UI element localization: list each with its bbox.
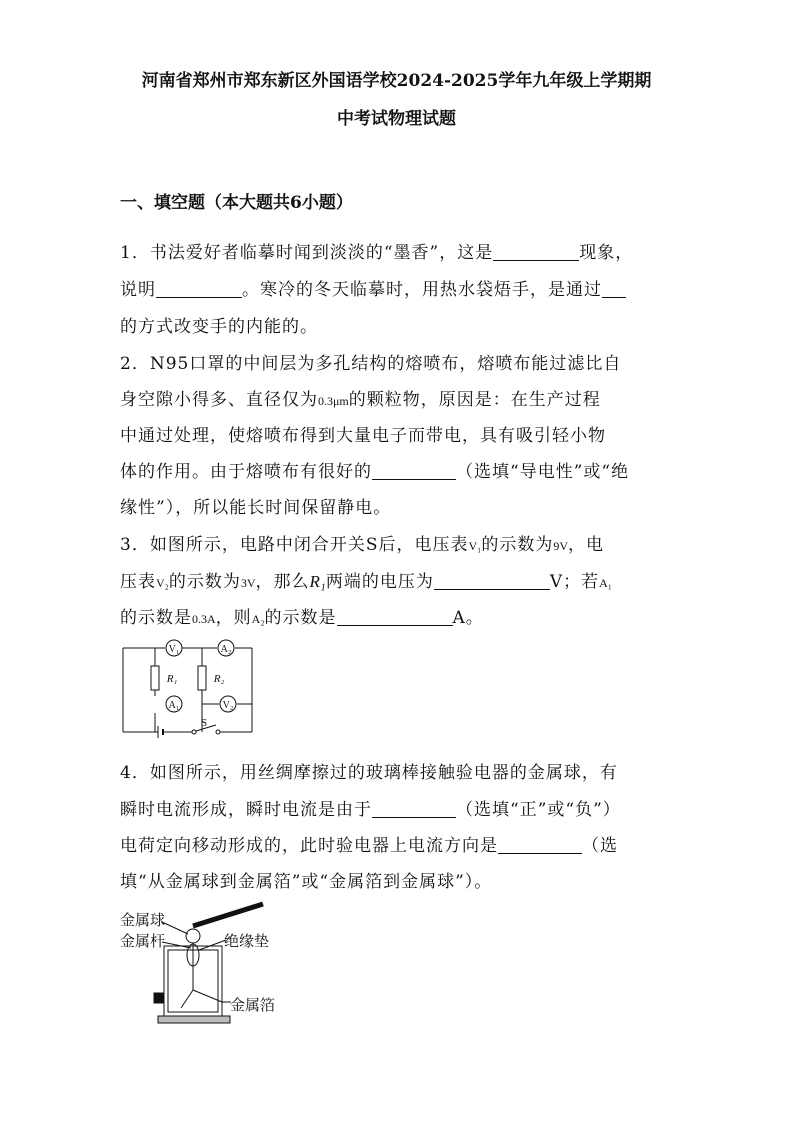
resistor-r2 (198, 666, 206, 690)
q3-text: ，电 (568, 535, 604, 555)
q4-line4: 填“从金属球到金属箔”或“金属箔到金属球”）。 (120, 872, 493, 892)
resistor-r1 (151, 666, 159, 690)
q3-blank-2[interactable] (337, 607, 453, 626)
q2-line3: 中通过处理，使熔喷布得到大量电子而带电，具有吸引轻小物 (120, 426, 606, 446)
q3-text: A。 (452, 608, 484, 628)
q3-text: 两端的电压为 (325, 572, 434, 592)
q3-symbol: R₁ (309, 572, 326, 591)
switch-label: S (200, 717, 208, 729)
section-heading: 一、填空题（本大题共6小题） (120, 193, 353, 213)
q2-text: 身空隙小得多、直径仅为 (120, 390, 318, 410)
q3-blank-1[interactable] (434, 571, 550, 590)
q3-symbol: V₂ (156, 576, 169, 590)
q4-text: （选填“正”或“负”） (456, 800, 621, 820)
r1-label: R₁ (166, 673, 178, 685)
a2-label: A₂ (220, 644, 232, 655)
q2-line5: 缘性”），所以能长时间保留静电。 (120, 498, 392, 518)
q3-line2 (120, 567, 612, 592)
q3-value: 3V (240, 576, 256, 590)
q3-line3 (120, 603, 484, 628)
q1-line3: 的方式改变手的内能的。 (120, 317, 318, 337)
electroscope-diagram (118, 898, 288, 1028)
r2-label: R₂ (213, 673, 225, 685)
q1-blank-1[interactable] (493, 242, 579, 261)
v2-label: V₂ (222, 700, 234, 711)
q3-line1 (120, 530, 604, 555)
q3-text: 的示数是 (120, 608, 192, 628)
q2-diameter: 0.3μm (318, 394, 349, 408)
q2-text: 体的作用。由于熔喷布有很好的 (120, 462, 372, 482)
insulator-label: 绝缘垫 (224, 934, 270, 950)
q2-text: 的颗粒物，原因是：在生产过程 (348, 390, 601, 410)
q4-text: 瞬时电流形成，瞬时电流是由于 (120, 800, 372, 820)
q1-text: 现象， (579, 243, 634, 263)
q3-value: 0.3A (192, 612, 216, 626)
q3-text: 的示数是 (264, 608, 337, 628)
doc-title-line1: 河南省郑州市郑东新区外国语学校2024-2025学年九年级上学期期 (141, 71, 652, 91)
q3-text: 3．如图所示，电路中闭合开关S后，电压表 (120, 535, 469, 555)
q4-text: 电荷定向移动形成的，此时验电器上电流方向是 (120, 836, 498, 856)
q4-line3 (120, 831, 618, 856)
q3-text: ，则 (215, 608, 252, 628)
q3-text: 的示数为 (481, 535, 554, 555)
rod-label: 金属杆 (120, 934, 166, 950)
q1-text: 。寒冷的冬天临摹时，用热水袋焐手，是通过 (242, 280, 602, 300)
q3-text: 压表 (120, 572, 156, 592)
q4-blank-1[interactable] (372, 799, 456, 818)
doc-title-line2: 中考试物理试题 (337, 109, 456, 129)
q3-text: ，那么 (255, 572, 310, 592)
q3-symbol: A₁ (599, 576, 612, 590)
q1-text: 1．书法爱好者临摹时闻到淡淡的“墨香”，这是 (120, 243, 494, 263)
ball-label: 金属球 (120, 913, 166, 929)
q2-line1: 2．N95口罩的中间层为多孔结构的熔喷布，熔喷布能过滤比自 (120, 354, 622, 374)
q2-line4 (120, 457, 629, 482)
v1-label: V₁ (168, 644, 180, 655)
q1-blank-3[interactable] (602, 279, 626, 298)
q1-blank-2[interactable] (156, 279, 242, 298)
q1-text: 说明 (120, 280, 156, 300)
q3-symbol: V₁ (468, 539, 482, 553)
foil-label: 金属箔 (230, 998, 276, 1014)
q4-text: （选 (582, 836, 618, 856)
q1-line2 (120, 275, 626, 300)
q2-text: （选填“导电性”或“绝 (456, 462, 630, 482)
q4-line1: 4．如图所示，用丝绸摩擦过的玻璃棒接触验电器的金属球，有 (120, 763, 618, 783)
q3-text: V；若 (549, 572, 600, 592)
q3-symbol: A₂ (251, 612, 265, 626)
q1-line1 (120, 238, 633, 263)
circuit-diagram (118, 634, 258, 742)
q3-text: 的示数为 (168, 572, 241, 592)
q2-line2 (120, 385, 601, 410)
q4-blank-2[interactable] (498, 835, 582, 854)
q3-value: 9V (553, 539, 568, 553)
q2-blank-1[interactable] (372, 461, 456, 480)
q4-line2 (120, 795, 621, 820)
a1-label: A₁ (168, 700, 180, 711)
